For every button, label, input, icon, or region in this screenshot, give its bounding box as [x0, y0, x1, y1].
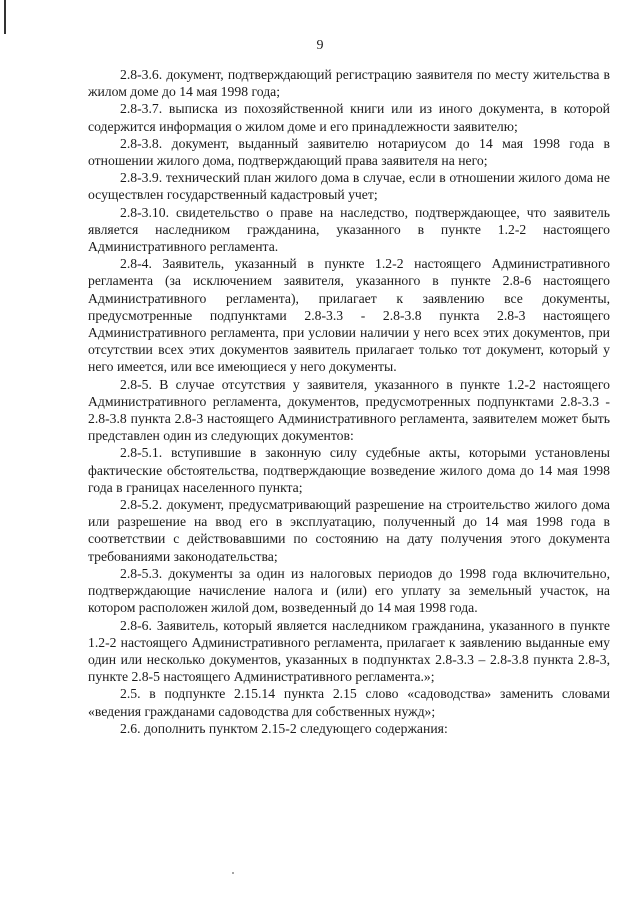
paragraph-2-8-5-3: 2.8-5.3. документы за один из налоговых периодов до 1998 года включительно, подтверждающие начисление налога и (или) его уплату за земельный участок, на котором расположен жилой дом, возведенный до 14 мая 1998 года.	[88, 565, 610, 616]
paragraph-2-8-3-7: 2.8-3.7. выписка из похозяйственной книги или из иного документа, в которой содержится информация о жилом доме и его принадлежности заявителю;	[88, 101, 610, 134]
paragraph-2-8-5-1: 2.8-5.1. вступившие в законную силу судебные акты, которыми установлены фактические обстоятельства, подтверждающие возведение жилого дома до 14 мая 1998 года в границах населенного пункта;	[88, 445, 610, 495]
paragraph-2-8-3-6: 2.8-3.6. документ, подтверждающий регистрацию заявителя по месту жительства в жилом доме до 14 мая 1998 года;	[88, 67, 610, 100]
paragraph-2-8-5: 2.8-5. В случае отсутствия у заявителя, указанного в пункте 1.2-2 настоящего Административного регламента, документов, предусмотренных подпунктами 2.8-3.3 - 2.8-3.8 пункта 2.8-3 настоящего Административного регламента, заявителем может быть представлен один из следующих документов:	[88, 376, 610, 444]
paragraph-2-8-3-8: 2.8-3.8. документ, выданный заявителю нотариусом до 14 мая 1998 года в отношении жилого дома, подтверждающий права заявителя на него;	[88, 135, 610, 169]
paragraph-2-5: 2.5. в подпункте 2.15.14 пункта 2.15 слово «садоводства» заменить словами «ведения гражданами садоводства для собственных нужд»;	[88, 686, 610, 719]
paragraph-2-8-4: 2.8-4. Заявитель, указанный в пункте 1.2-2 настоящего Административного регламента (за исключением заявителя, указанного в пункте 2.8-6 настоящего Административного регламента), прилагает к заявлению все документы, предусмотренные подпунктами 2.8-3.3 - 2.8-3.8 пункта 2.8-3 настоящего Административного регламента, при условии наличии у него всех этих документов, при отсутствии всех этих документов заявитель прилагает только тот документ, который у него имеется, или все имеющиеся у него документы.	[88, 256, 610, 375]
page-number: 9	[316, 38, 324, 53]
paragraph-2-8-3-10: 2.8-3.10. свидетельство о праве на наследство, подтверждающее, что заявитель является наследником гражданина, указанного в пункте 1.2-2 настоящего Административного регламента.	[88, 204, 610, 255]
paragraph-2-8-3-9: 2.8-3.9. технический план жилого дома в случае, если в отношении жилого дома не осуществлен государственный кадастровый учет;	[88, 170, 610, 203]
paragraph-2-8-6: 2.8-6. Заявитель, который является наследником гражданина, указанного в пункте 1.2-2 настоящего Административного регламента, прилагает к заявлению выданные ему один или несколько документов, указанных в подпунктах 2.8-3.3 – 2.8-3.8 пункта 2.8-3, пункте 2.8-5 настоящего Административного регламента.»;	[88, 617, 610, 685]
scan-edge-mark	[4, 0, 6, 34]
document-body	[88, 66, 610, 737]
paragraph-2-6: 2.6. дополнить пунктом 2.15-2 следующего содержания:	[120, 720, 448, 736]
paragraph-2-8-5-2: 2.8-5.2. документ, предусматривающий разрешение на строительство жилого дома или разрешение на ввод его в эксплуатацию, полученный до 14 мая 1998 года в соответствии с действовавшими по состоянию на дату получения этого документа требованиями законодательства;	[88, 497, 610, 564]
scan-speck	[232, 872, 234, 874]
